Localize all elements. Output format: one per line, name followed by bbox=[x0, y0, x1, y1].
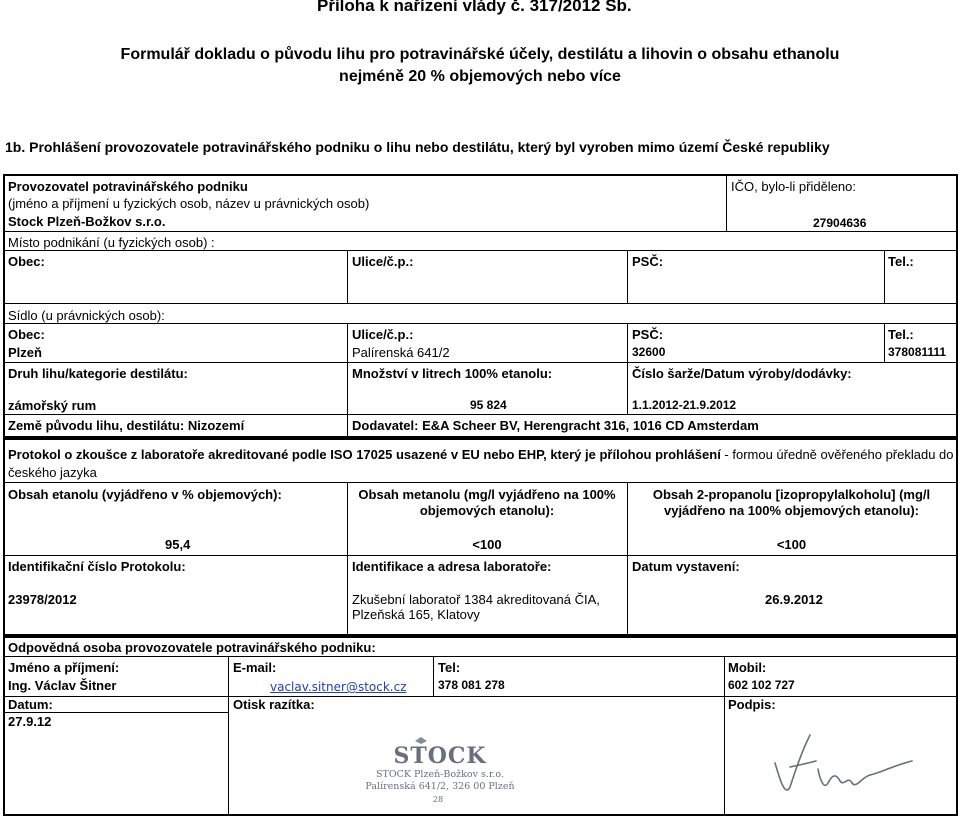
kind-value: zámořský rum bbox=[8, 398, 97, 413]
stamp-line2: Palírenská 641/2, 326 00 Plzeň bbox=[365, 781, 515, 792]
person-name-label: Jméno a příjmení: bbox=[8, 660, 120, 675]
stamp-label: Otisk razítka: bbox=[233, 697, 315, 712]
annex-title: Příloha k nařízení vlády č. 317/2012 Sb. bbox=[317, 0, 632, 15]
operator-label: Provozovatel potravinářského podniku bbox=[8, 179, 248, 194]
methanol-label-1: Obsah metanolu (mg/l vyjádřeno na 100% bbox=[358, 487, 616, 502]
seat-psc-label: PSČ: bbox=[632, 327, 664, 342]
place-tel-label: Tel.: bbox=[888, 254, 914, 269]
mobile-value: 602 102 727 bbox=[728, 678, 795, 692]
seat-obec-label: Obec: bbox=[8, 327, 45, 342]
date-value: 27.9.12 bbox=[8, 714, 52, 729]
ico-value: 27904636 bbox=[813, 216, 867, 230]
place-psc-label: PSČ: bbox=[632, 254, 664, 269]
protocol-text-normal: - formou úředně ověřeného překladu do českého jazyka bbox=[8, 447, 954, 480]
ethanol-value: 95,4 bbox=[165, 537, 191, 552]
seat-psc-value: 32600 bbox=[632, 345, 666, 359]
issue-date-value: 26.9.2012 bbox=[765, 592, 823, 607]
stamp-number: 28 bbox=[432, 795, 444, 804]
person-name-value: Ing. Václav Šitner bbox=[8, 678, 117, 693]
stamp-line1: STOCK Plzeň-Božkov s.r.o. bbox=[376, 769, 504, 780]
business-place-label: Místo podnikání (u fyzických osob) : bbox=[8, 235, 215, 250]
methanol-value: <100 bbox=[472, 537, 502, 552]
form-title-line1: Formulář dokladu o původu lihu pro potravinářské účely, destilátu a lihovin o obsahu ethanolu bbox=[120, 46, 840, 63]
place-ulice-label: Ulice/č.p.: bbox=[352, 254, 414, 269]
propanol-label-2: vyjádřeno na 100% objemových etanolu): bbox=[663, 503, 920, 518]
lab-label: Identifikace a adresa laboratoře: bbox=[352, 559, 552, 574]
phone-label: Tel: bbox=[438, 660, 461, 675]
ethanol-label: Obsah etanolu (vyjádřeno v % objemových): bbox=[8, 487, 282, 502]
form-title-line2: nejméně 20 % objemových nebo více bbox=[339, 68, 621, 85]
protocol-text-bold: Protokol o zkoušce z laboratoře akreditované podle ISO 17025 usazené v EU nebo EHP, který je přílohou prohlášení bbox=[8, 447, 721, 462]
seat-ulice-label: Ulice/č.p.: bbox=[352, 327, 414, 342]
seat-obec-value: Plzeň bbox=[8, 345, 42, 360]
propanol-value: <100 bbox=[776, 537, 807, 552]
lab-value-1: Zkušební laboratoř 1384 akreditovaná ČIA, bbox=[352, 592, 600, 607]
protocol-id-label: Identifikační číslo Protokolu: bbox=[8, 559, 186, 574]
stamp-brand: STOCK bbox=[393, 743, 487, 769]
batch-value: 1.1.2012-21.9.2012 bbox=[632, 398, 737, 412]
protocol-text bbox=[8, 446, 956, 482]
seat-tel-label: Tel.: bbox=[888, 327, 914, 342]
seat-tel-value: 378081111 bbox=[888, 345, 947, 359]
phone-value: 378 081 278 bbox=[438, 678, 505, 692]
handwritten-signature bbox=[770, 725, 920, 805]
origin-country: Země původu lihu, destilátu: Nizozemí bbox=[8, 418, 245, 433]
email-link[interactable]: vaclav.sitner@stock.cz bbox=[270, 680, 407, 694]
qty-label: Množství v litrech 100% etanolu: bbox=[352, 366, 553, 381]
operator-hint: (jméno a příjmení u fyzických osob, název u právnických osob) bbox=[8, 196, 370, 211]
operator-name: Stock Plzeň-Božkov s.r.o. bbox=[8, 214, 166, 229]
section-subtitle: 1b. Prohlášení provozovatele potravinářského podniku o lihu nebo destilátu, který byl vyroben mimo území České republiky bbox=[5, 139, 830, 155]
signature-label: Podpis: bbox=[728, 697, 776, 712]
date-label: Datum: bbox=[8, 697, 53, 712]
methanol-label-2: objemových etanolu): bbox=[419, 503, 555, 518]
mobile-label: Mobil: bbox=[728, 660, 767, 675]
ico-label: IČO, bylo-li přiděleno: bbox=[731, 179, 856, 194]
batch-label: Číslo šarže/Datum výroby/dodávky: bbox=[632, 366, 852, 381]
supplier: Dodavatel: E&A Scheer BV, Herengracht 316, 1016 CD Amsterdam bbox=[352, 418, 759, 433]
kind-label: Druh lihu/kategorie destilátu: bbox=[8, 366, 188, 381]
company-stamp bbox=[360, 735, 520, 805]
qty-value: 95 824 bbox=[470, 398, 507, 412]
seat-ulice-value: Palírenská 641/2 bbox=[352, 345, 450, 360]
email-label: E-mail: bbox=[233, 660, 277, 675]
responsible-label: Odpovědná osoba provozovatele potravinářského podniku: bbox=[8, 640, 376, 655]
propanol-label-1: Obsah 2-propanolu [izopropylalkoholu] (mg/l bbox=[652, 487, 931, 502]
protocol-id-value: 23978/2012 bbox=[8, 592, 77, 607]
place-obec-label: Obec: bbox=[8, 254, 45, 269]
seat-label: Sídlo (u právnických osob): bbox=[8, 308, 165, 323]
issue-date-label: Datum vystavení: bbox=[632, 559, 740, 574]
lab-value-2: Plzeňská 165, Klatovy bbox=[352, 607, 480, 622]
